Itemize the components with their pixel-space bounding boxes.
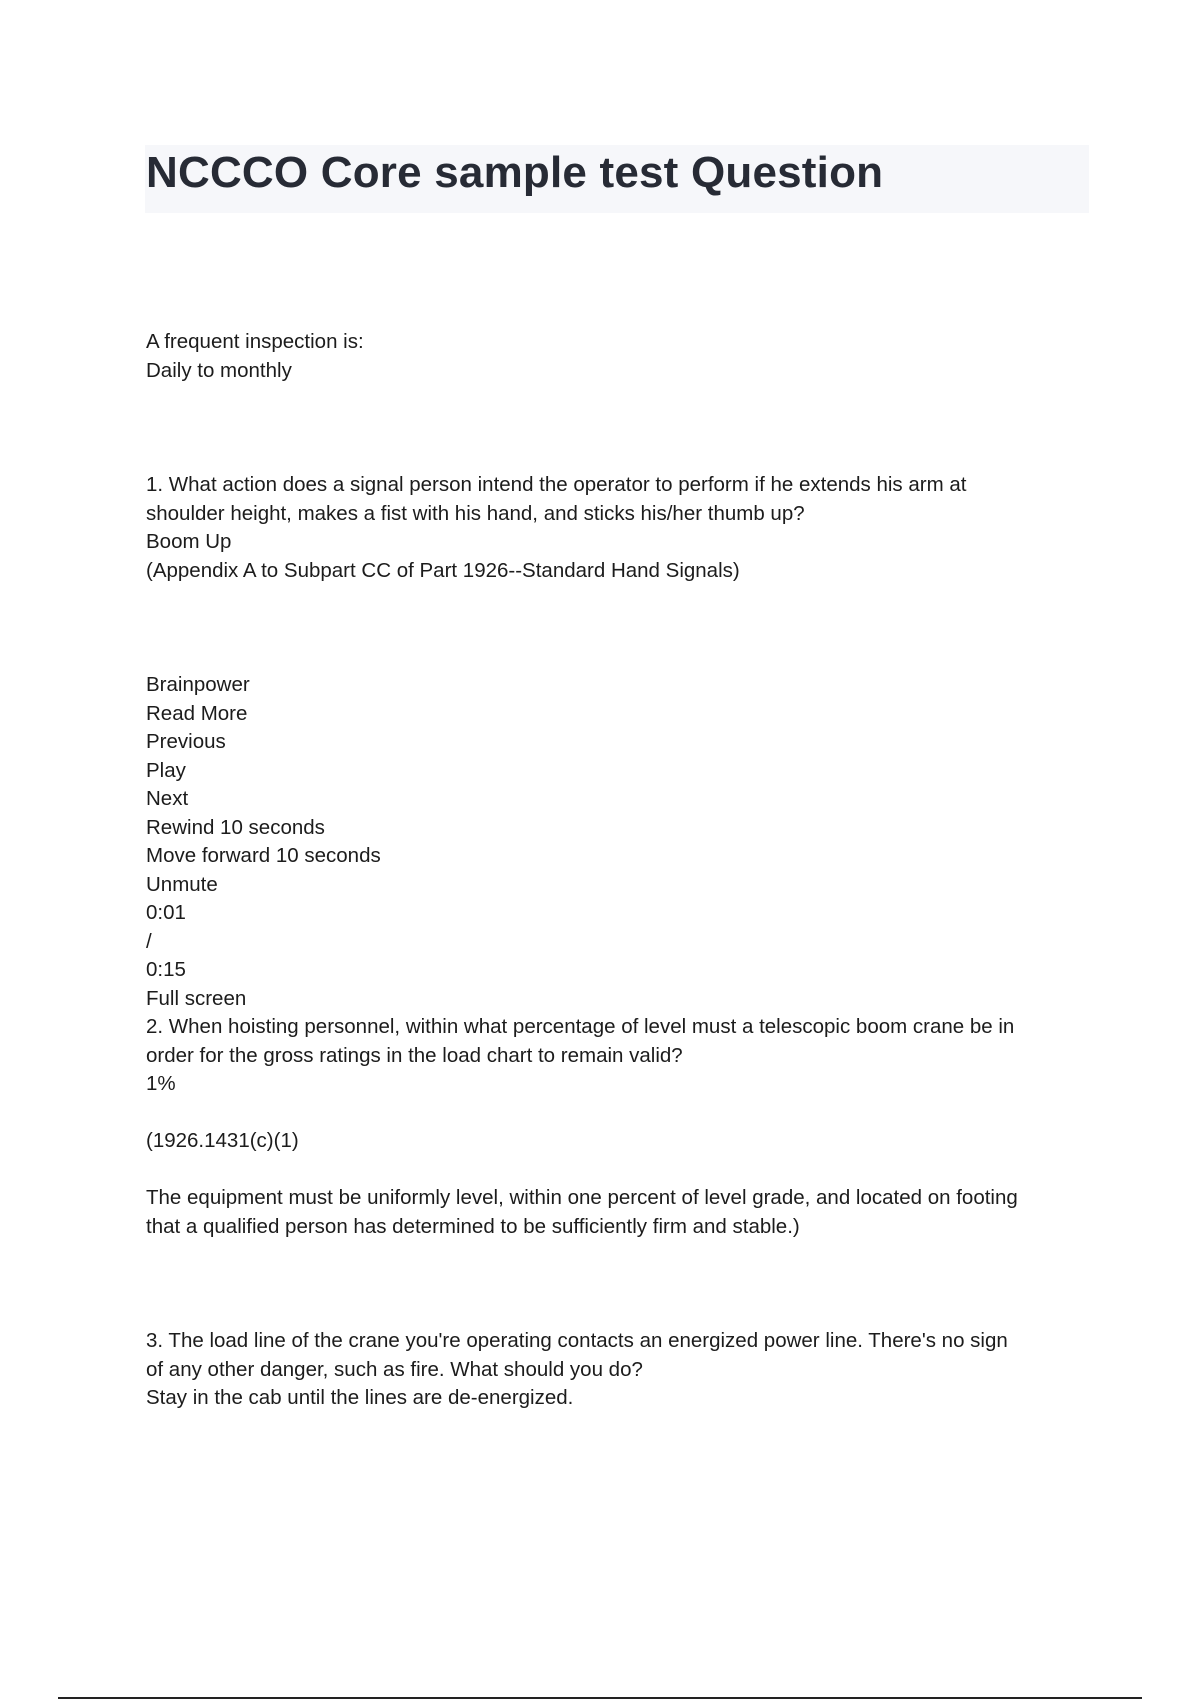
play-button[interactable]: Play [146,758,186,782]
page-bottom-rule [58,1697,1142,1699]
intro-answer: Daily to monthly [146,358,292,382]
spacer [146,585,1096,671]
current-time: 0:01 [146,901,186,924]
previous-button[interactable]: Previous [146,730,226,753]
total-duration: 0:15 [146,958,186,981]
q2-text-line-2: order for the gross ratings in the load chart to remain valid? [146,1043,683,1067]
spacer [146,1241,1096,1327]
spacer [146,1156,1096,1185]
q3-text-line-2: of any other danger, such as fire. What should you do? [146,1357,643,1381]
q2-reference: (1926.1431(c)(1) [146,1129,299,1152]
rewind-10-button[interactable]: Rewind 10 seconds [146,815,325,839]
q2-explanation-line-1: The equipment must be uniformly level, within one percent of level grade, and located on footing [146,1186,1018,1209]
time-separator: / [146,929,152,953]
q1-text-line-1: 1. What action does a signal person intend the operator to perform if he extends his arm at [146,473,967,496]
q2-text-line-1: 2. When hoisting personnel, within what percentage of level must a telescopic boom crane be in [146,1015,1015,1038]
q2-explanation-line-2: that a qualified person has determined to be sufficiently firm and stable.) [146,1214,800,1238]
q1-text-line-2: shoulder height, makes a fist with his hand, and sticks his/her thumb up? [146,501,805,525]
spacer [146,1099,1096,1128]
read-more-link[interactable]: Read More [146,701,248,725]
q1-reference: (Appendix A to Subpart CC of Part 1926--Standard Hand Signals) [146,558,740,582]
q2-answer: 1% [146,1072,176,1095]
q1-answer: Boom Up [146,530,232,553]
page-title: NCCCO Core sample test Question [146,148,884,197]
document-body [146,328,1096,1413]
q3-answer: Stay in the cab until the lines are de-energized. [146,1386,574,1409]
full-screen-button[interactable]: Full screen [146,986,247,1010]
q3-text-line-1: 3. The load line of the crane you're operating contacts an energized power line. There's no sign [146,1329,1008,1352]
forward-10-button[interactable]: Move forward 10 seconds [146,844,381,867]
next-button[interactable]: Next [146,787,189,810]
unmute-button[interactable]: Unmute [146,872,218,896]
player-label-brainpower: Brainpower [146,673,250,696]
spacer [146,385,1096,471]
intro-question: A frequent inspection is: [146,330,364,353]
